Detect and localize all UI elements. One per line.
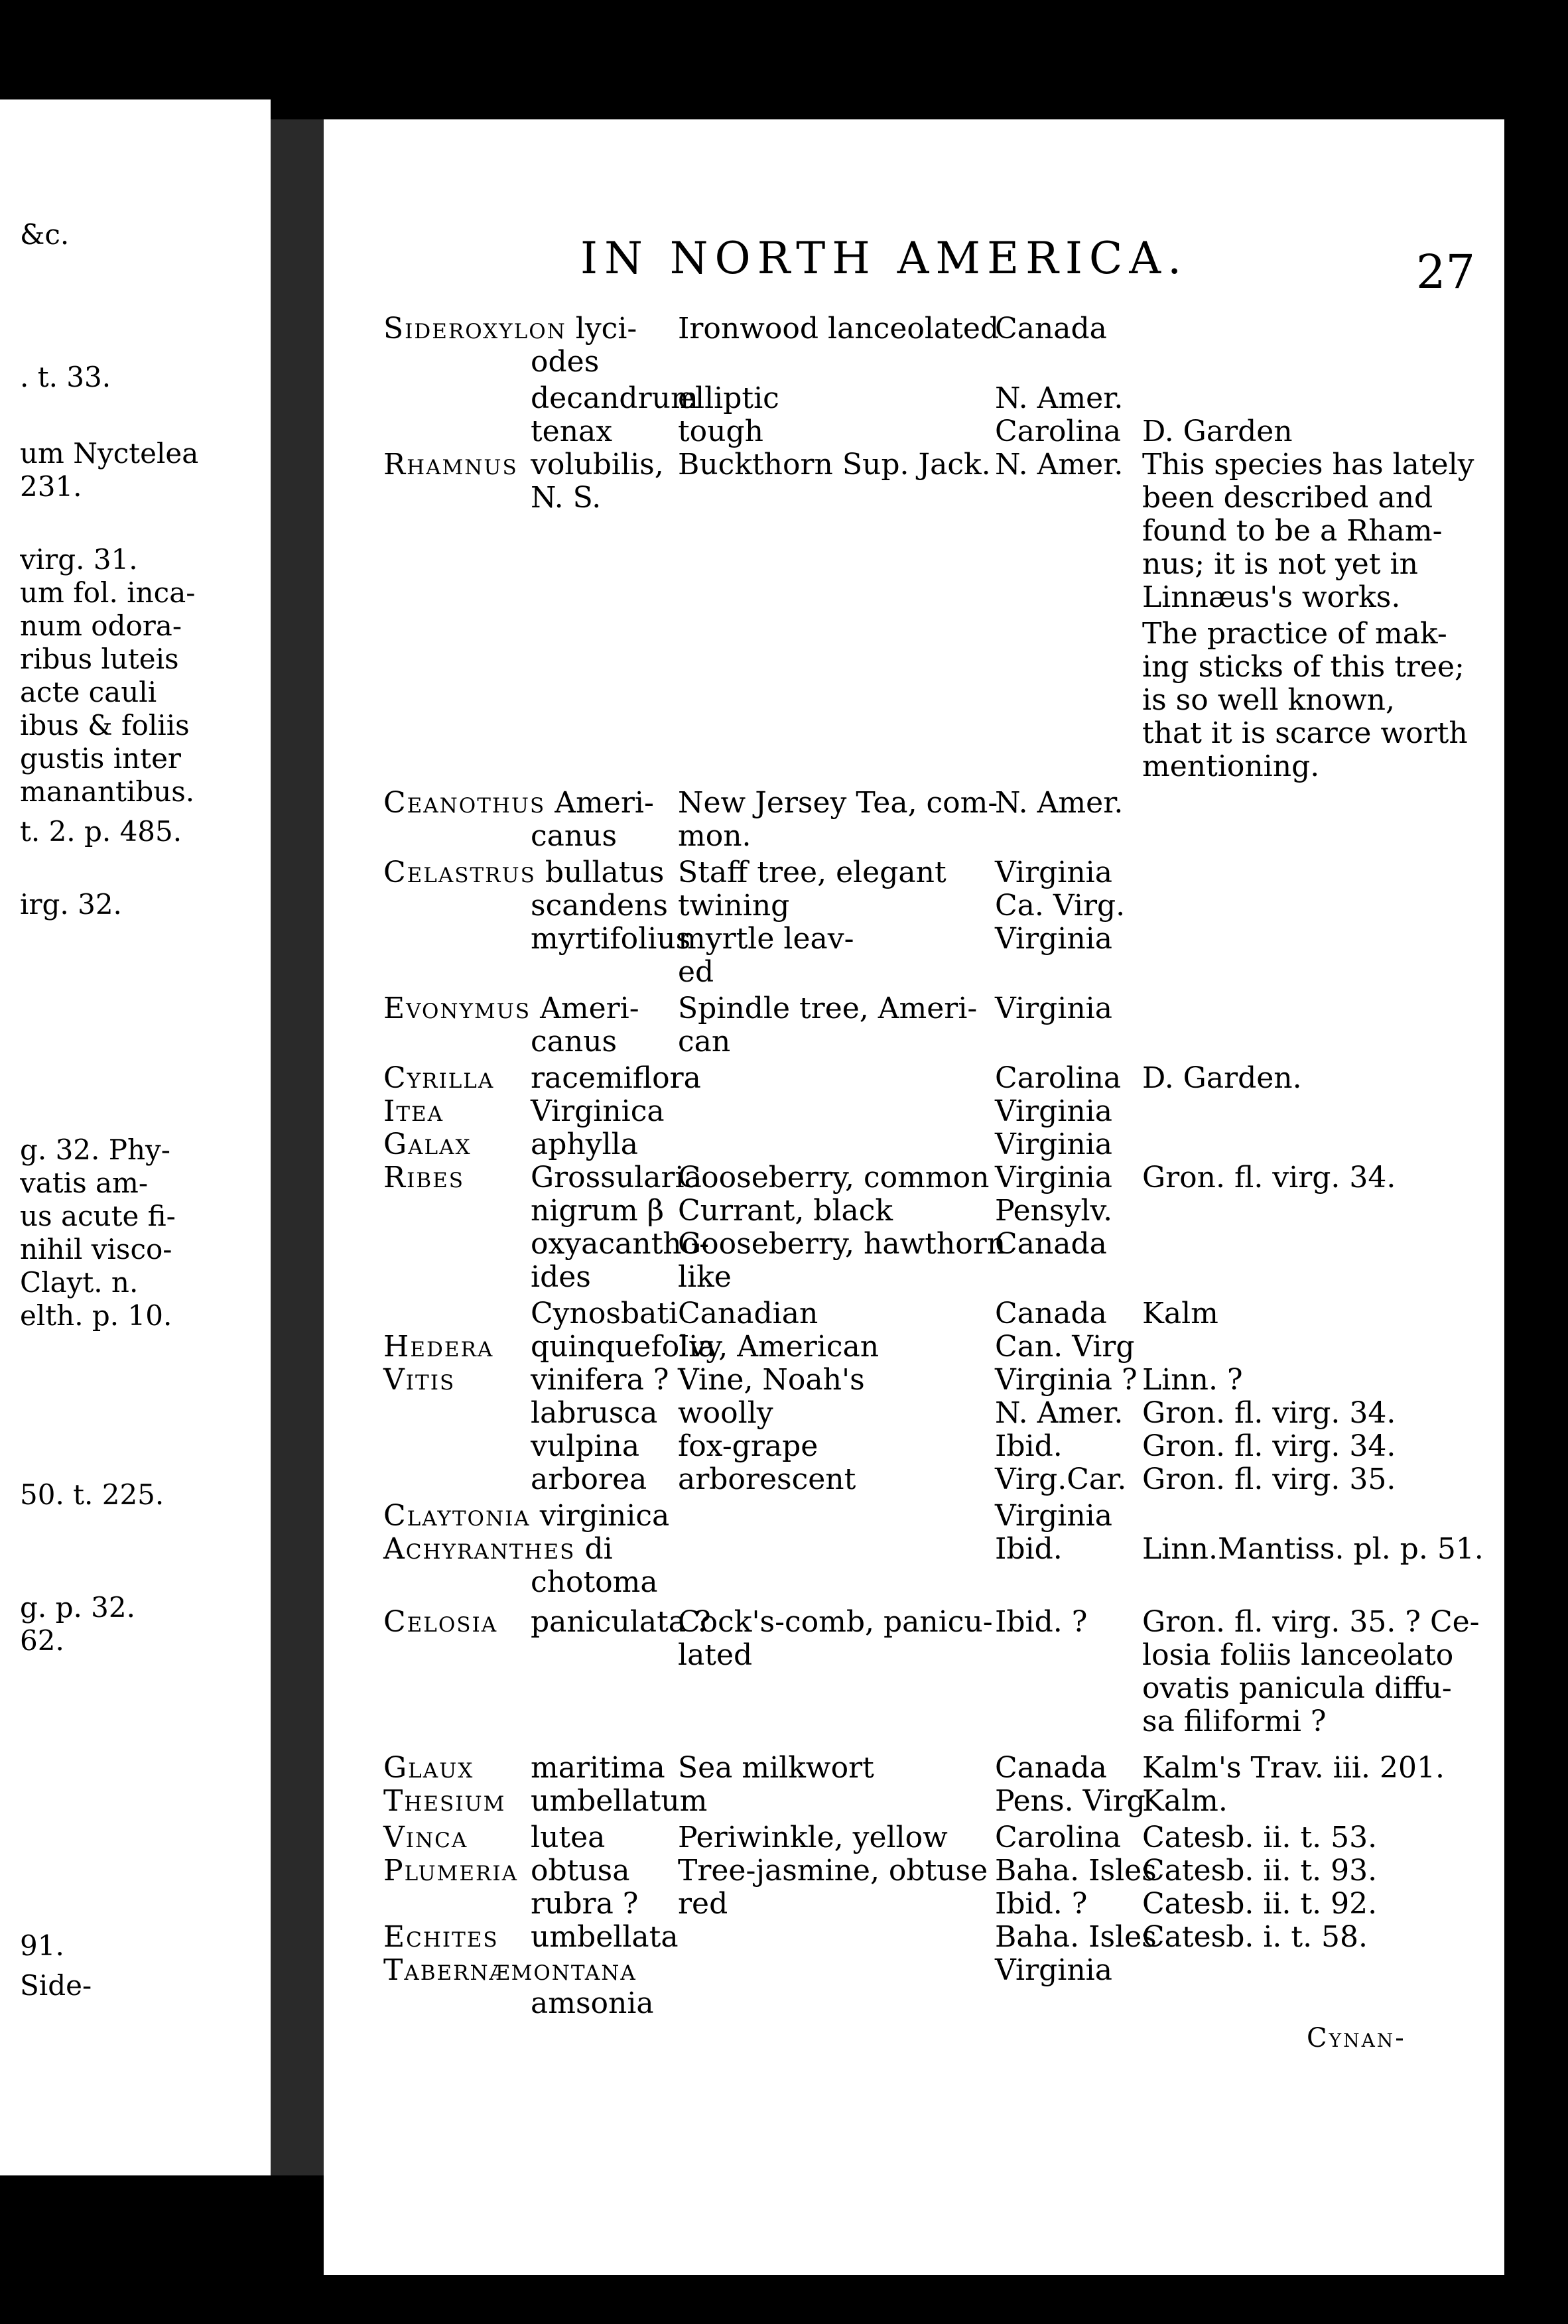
left-page-line: t. 2. p. 485. — [20, 816, 182, 848]
species-name: oxyacantho- — [531, 1227, 709, 1261]
species-name: quinquefolia — [531, 1330, 716, 1364]
species-name: nigrum β — [531, 1194, 665, 1228]
common-name: tough — [678, 415, 764, 448]
locality: Ca. Virg. — [995, 889, 1126, 923]
genus-name: Ribes — [383, 1161, 465, 1194]
species-name: aphylla — [531, 1128, 638, 1161]
left-page-line: gustis inter — [20, 743, 181, 775]
locality: Canada — [995, 1297, 1107, 1330]
species-name: vulpina — [531, 1429, 640, 1463]
reference-note: nus; it is not yet in — [1142, 547, 1418, 581]
reference-note: Kalm's Trav. iii. 201. — [1142, 1751, 1445, 1785]
locality: Carolina — [995, 1821, 1122, 1854]
locality: Can. Virg — [995, 1330, 1135, 1364]
left-page-line: Clayt. n. — [20, 1267, 139, 1299]
left-page-line: us acute fi- — [20, 1200, 176, 1232]
locality: Pensylv. — [995, 1194, 1113, 1228]
genus-name: Galax — [383, 1128, 472, 1161]
locality: Canada — [995, 312, 1107, 346]
species-name: amsonia — [531, 1986, 654, 2020]
locality: Ibid. — [995, 1532, 1063, 1566]
common-name: Canadian — [678, 1297, 818, 1330]
locality: Virg.Car. — [995, 1462, 1127, 1496]
left-page-line: g. 32. Phy- — [20, 1134, 170, 1166]
locality: Ibid. ? — [995, 1605, 1088, 1639]
locality: Pens. Virg — [995, 1784, 1145, 1818]
reference-note: Linnæus's works. — [1142, 580, 1401, 614]
locality: Baha. Isles — [995, 1920, 1157, 1954]
common-name: Vine, Noah's — [678, 1363, 865, 1397]
species-name: lutea — [531, 1821, 606, 1854]
left-page-line: ibus & foliis — [20, 710, 190, 742]
species-name: arborea — [531, 1462, 647, 1496]
common-name: Sea milkwort — [678, 1751, 874, 1785]
reference-note: Kalm — [1142, 1297, 1218, 1330]
species-name: bullatus — [545, 856, 665, 889]
reference-note: Catesb. ii. t. 53. — [1142, 1821, 1378, 1854]
left-page-line: 50. t. 225. — [20, 1479, 164, 1511]
genus-name: Rhamnus — [383, 448, 518, 482]
locality: Carolina — [995, 415, 1122, 448]
species-name: volubilis, — [531, 448, 664, 482]
reference-note: Catesb. ii. t. 93. — [1142, 1854, 1378, 1888]
genus-name: Celastrus — [383, 856, 536, 889]
left-page-line: vatis am- — [20, 1167, 149, 1199]
common-name: elliptic — [678, 381, 779, 415]
genus-name: Celosia — [383, 1605, 498, 1639]
left-page-line: acte cauli — [20, 677, 157, 708]
common-name: Buckthorn Sup. Jack. — [678, 448, 991, 482]
species-name: Cynosbati — [531, 1297, 679, 1330]
page-title: IN NORTH AMERICA. — [580, 233, 1189, 284]
species-name: lyci- — [575, 312, 637, 346]
common-name: Periwinkle, yellow — [678, 1821, 948, 1854]
species-name: racemiflora — [531, 1061, 701, 1095]
locality: Virginia — [995, 856, 1112, 889]
reference-note: that it is scarce worth — [1142, 716, 1468, 750]
species-name: vinifera ? — [531, 1363, 669, 1397]
left-page-line: . t. 33. — [20, 361, 111, 393]
locality: Virginia — [995, 922, 1112, 956]
locality: Virginia — [995, 1953, 1112, 1987]
reference-note: been described and — [1142, 481, 1433, 515]
common-name: woolly — [678, 1396, 773, 1430]
reference-note: Gron. fl. virg. 34. — [1142, 1396, 1396, 1430]
common-name: Ironwood lanceolated — [678, 312, 1000, 346]
left-page-line: ribus luteis — [20, 643, 179, 675]
species-name: canus — [531, 1025, 618, 1059]
species-name: rubra ? — [531, 1887, 639, 1921]
common-name: Cock's-comb, panicu- — [678, 1605, 993, 1639]
common-name: red — [678, 1887, 728, 1921]
reference-note: ing sticks of this tree; — [1142, 650, 1465, 684]
common-name: can — [678, 1025, 731, 1059]
left-page-line: 91. — [20, 1930, 64, 1962]
locality: Virginia — [995, 1128, 1112, 1161]
genus-name: Glaux — [383, 1751, 474, 1785]
species-name: N. S. — [531, 481, 602, 515]
reference-note: The practice of mak- — [1142, 617, 1447, 651]
species-name: obtusa — [531, 1854, 630, 1888]
left-page-line: Side- — [20, 1970, 92, 2002]
reference-note: Gron. fl. virg. 35. — [1142, 1462, 1396, 1496]
genus-name: Vinca — [383, 1821, 468, 1854]
locality: Ibid. ? — [995, 1887, 1088, 1921]
species-name: umbellata — [531, 1920, 679, 1954]
reference-note: found to be a Rham- — [1142, 514, 1443, 548]
common-name: myrtle leav- — [678, 922, 854, 956]
book-spine — [271, 119, 324, 2175]
common-name: Gooseberry, hawthorn — [678, 1227, 1006, 1261]
catchword: Cynan- — [1307, 2023, 1406, 2053]
locality: Canada — [995, 1751, 1107, 1785]
locality: Canada — [995, 1227, 1107, 1261]
reference-note: Catesb. ii. t. 92. — [1142, 1887, 1378, 1921]
common-name: ed — [678, 955, 714, 989]
common-name: fox-grape — [678, 1429, 818, 1463]
species-name: di — [584, 1532, 613, 1566]
genus-name: Ceanothus — [383, 786, 546, 820]
reference-note: mentioning. — [1142, 749, 1320, 783]
left-page-line: 62. — [20, 1625, 64, 1657]
genus-name: Itea — [383, 1094, 444, 1128]
common-name: Staff tree, elegant — [678, 856, 947, 889]
left-page-line: g. p. 32. — [20, 1592, 135, 1624]
reference-note: Gron. fl. virg. 34. — [1142, 1161, 1396, 1194]
species-name: canus — [531, 819, 618, 853]
left-page-line: 231. — [20, 471, 82, 503]
locality: N. Amer. — [995, 381, 1124, 415]
species-name: Ameri- — [540, 992, 639, 1025]
reference-note: D. Garden — [1142, 415, 1293, 448]
left-page-line: elth. p. 10. — [20, 1300, 172, 1332]
genus-name: Claytonia — [383, 1499, 531, 1533]
reference-note: Linn. ? — [1142, 1363, 1243, 1397]
genus-name: Sideroxylon — [383, 312, 566, 346]
locality: Virginia — [995, 992, 1112, 1025]
species-name: scandens — [531, 889, 668, 923]
common-name: Gooseberry, common — [678, 1161, 990, 1194]
locality: Virginia — [995, 1499, 1112, 1533]
left-page-line: um fol. inca- — [20, 577, 196, 609]
species-name: virginica — [539, 1499, 670, 1533]
reference-note: D. Garden. — [1142, 1061, 1302, 1095]
left-page-line: manantibus. — [20, 776, 195, 808]
locality: Virginia — [995, 1161, 1112, 1194]
species-name: Virginica — [531, 1094, 665, 1128]
reference-note: losia foliis lanceolato — [1142, 1638, 1454, 1672]
locality: Baha. Isles — [995, 1854, 1157, 1888]
common-name: New Jersey Tea, com- — [678, 786, 998, 820]
genus-name: Tabernæmontana — [383, 1953, 637, 1987]
genus-name: Achyranthes — [383, 1532, 576, 1566]
genus-name: Evonymus — [383, 992, 531, 1025]
locality: Virginia — [995, 1094, 1112, 1128]
species-name: Ameri- — [555, 786, 654, 820]
reference-note: Gron. fl. virg. 34. — [1142, 1429, 1396, 1463]
reference-note: is so well known, — [1142, 683, 1396, 717]
reference-note: Kalm. — [1142, 1784, 1228, 1818]
genus-name: Hedera — [383, 1330, 494, 1364]
reference-note: sa filiformi ? — [1142, 1705, 1327, 1738]
common-name: like — [678, 1260, 732, 1294]
left-page-line: um Nyctelea — [20, 438, 199, 470]
left-page-line: num odora- — [20, 610, 182, 642]
locality: N. Amer. — [995, 786, 1124, 820]
species-name: decandrum — [531, 381, 698, 415]
locality: Virginia ? — [995, 1363, 1138, 1397]
locality: Ibid. — [995, 1429, 1063, 1463]
locality: N. Amer. — [995, 1396, 1124, 1430]
common-name: arborescent — [678, 1462, 856, 1496]
left-page-line: irg. 32. — [20, 889, 122, 921]
species-name: Grossularia — [531, 1161, 702, 1194]
genus-name: Cyrilla — [383, 1061, 495, 1095]
common-name: lated — [678, 1638, 753, 1672]
species-name: odes — [531, 345, 600, 379]
genus-name: Thesium — [383, 1784, 506, 1818]
left-page-line: nihil visco- — [20, 1234, 172, 1265]
species-name: umbellatum — [531, 1784, 708, 1818]
common-name: mon. — [678, 819, 751, 853]
reference-note: Catesb. i. t. 58. — [1142, 1920, 1368, 1954]
genus-name: Echites — [383, 1920, 499, 1954]
species-name: myrtifolius — [531, 922, 691, 956]
common-name: Ivy, American — [678, 1330, 880, 1364]
common-name: Currant, black — [678, 1194, 893, 1228]
species-name: tenax — [531, 415, 613, 448]
common-name: Tree-jasmine, obtuse — [678, 1854, 988, 1888]
genus-name: Vitis — [383, 1363, 456, 1397]
left-page — [0, 99, 271, 2175]
species-name: ides — [531, 1260, 591, 1294]
left-page-line: &c. — [20, 219, 70, 251]
species-name: labrusca — [531, 1396, 658, 1430]
locality: Carolina — [995, 1061, 1122, 1095]
reference-note: Linn.Mantiss. pl. p. 51. — [1142, 1532, 1484, 1566]
common-name: Spindle tree, Ameri- — [678, 992, 978, 1025]
common-name: twining — [678, 889, 790, 923]
reference-note: Gron. fl. virg. 35. ? Ce- — [1142, 1605, 1480, 1639]
species-name: paniculata ? — [531, 1605, 711, 1639]
species-name: maritima — [531, 1751, 665, 1785]
left-page-line: virg. 31. — [20, 544, 138, 576]
page-number: 27 — [1416, 245, 1476, 299]
genus-name: Plumeria — [383, 1854, 518, 1888]
species-name: chotoma — [531, 1565, 658, 1599]
reference-note: This species has lately — [1142, 448, 1474, 482]
reference-note: ovatis panicula diffu- — [1142, 1671, 1452, 1705]
locality: N. Amer. — [995, 448, 1124, 482]
